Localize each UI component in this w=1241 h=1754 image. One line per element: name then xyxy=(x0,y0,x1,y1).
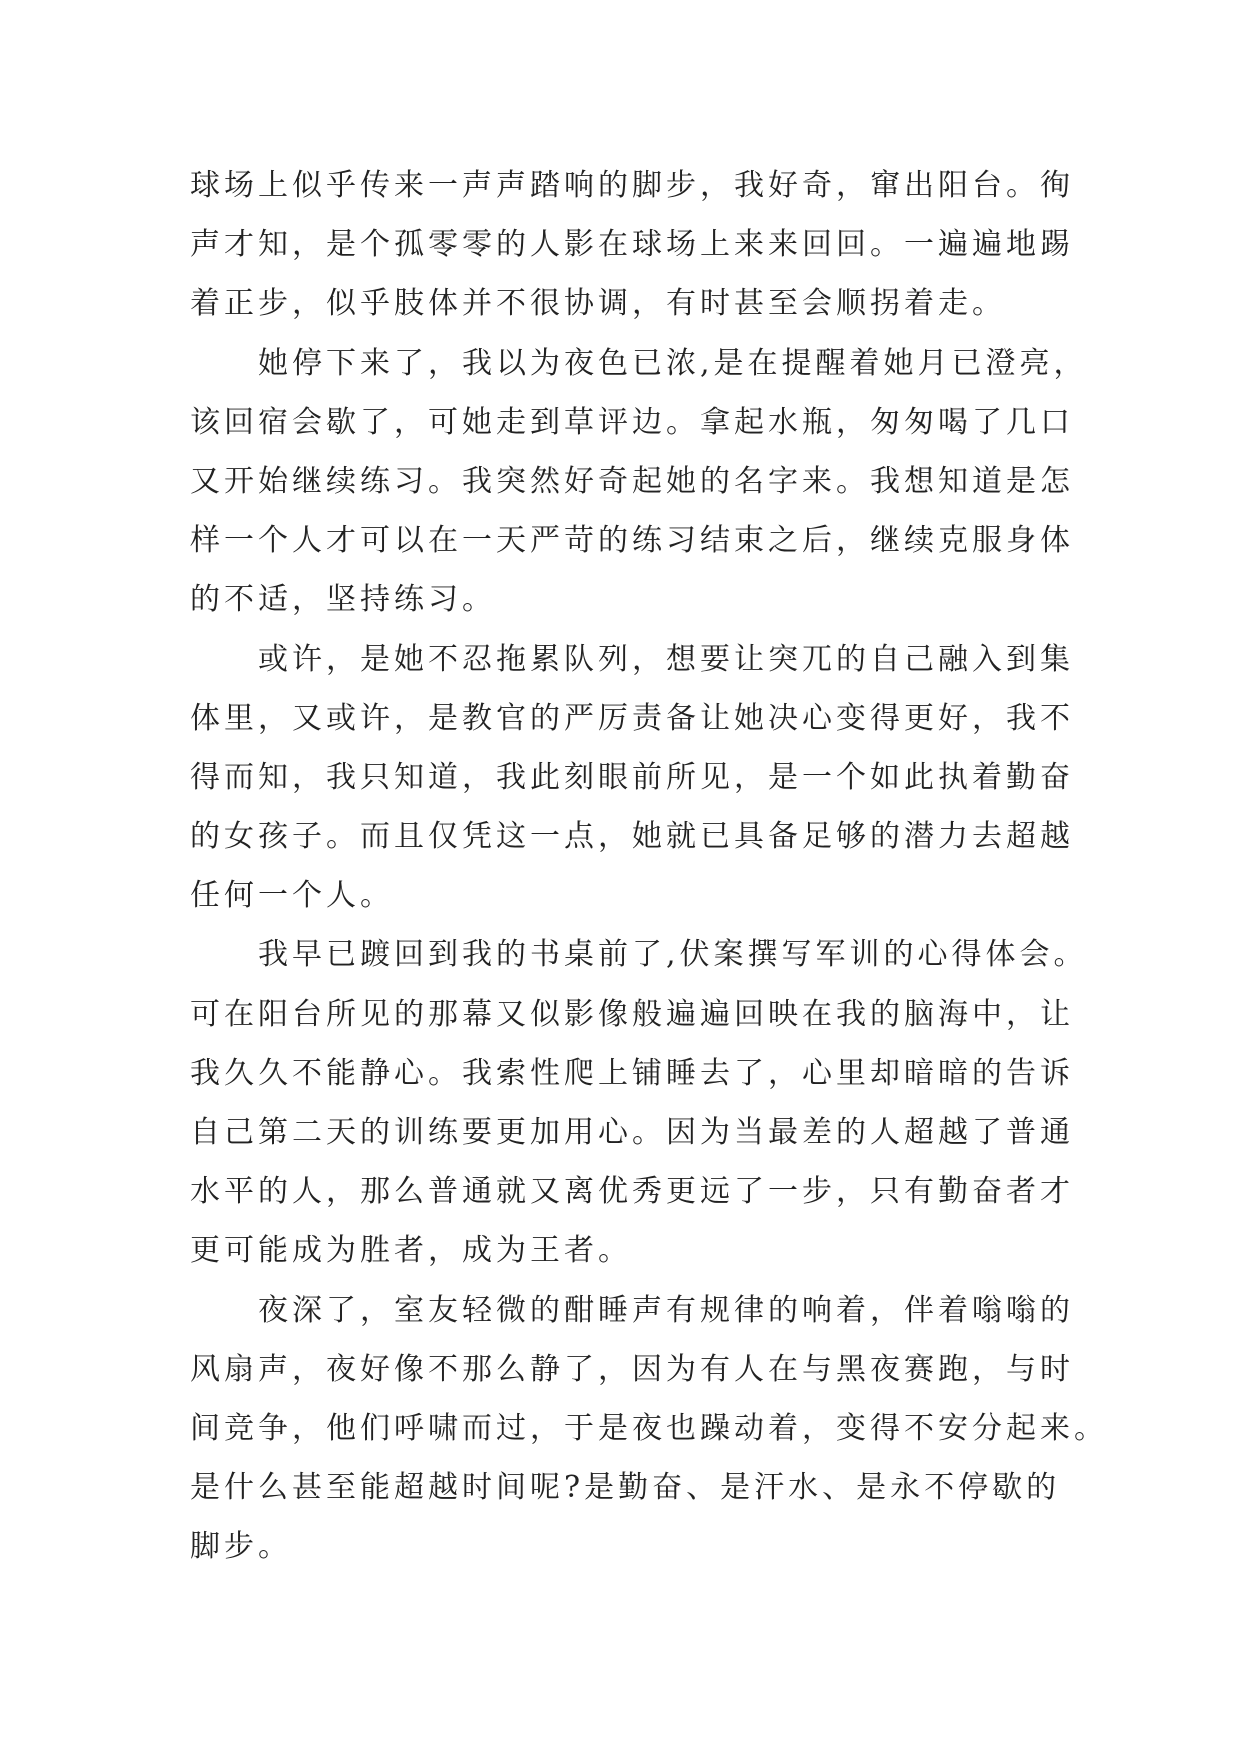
text-line: 更可能成为胜者，成为王者。 xyxy=(190,1233,632,1269)
paragraph-first-line: 夜深了，室友轻微的酣睡声有规律的响着，伴着嗡嗡的 xyxy=(258,1292,1074,1328)
text-line: 是什么甚至能超越时间呢?是勤奋、是汗水、是永不停歇的 xyxy=(190,1470,1061,1506)
paragraph-first-line: 或许，是她不忍拖累队列，想要让突兀的自己融入到集 xyxy=(258,641,1074,677)
text-line: 的不适，坚持练习。 xyxy=(190,582,496,618)
text-line: 脚步。 xyxy=(190,1529,292,1565)
text-line: 间竞争，他们呼啸而过，于是夜也躁动着，变得不安分起来。 xyxy=(190,1410,1108,1446)
text-line: 着正步，似乎肢体并不很协调，有时甚至会顺拐着走。 xyxy=(190,286,1006,322)
text-line: 可在阳台所见的那幕又似影像般遍遍回映在我的脑海中，让 xyxy=(190,996,1074,1032)
paragraph-first-line: 我早已踱回到我的书桌前了,伏案撰写军训的心得体会。 xyxy=(258,937,1088,973)
document-body xyxy=(190,156,1108,1577)
text-line: 球场上似乎传来一声声踏响的脚步，我好奇，窜出阳台。徇 xyxy=(190,168,1074,203)
text-line: 任何一个人。 xyxy=(190,878,394,914)
text-line: 自己第二天的训练要更加用心。因为当最差的人超越了普通 xyxy=(190,1115,1074,1150)
text-line: 得而知，我只知道，我此刻眼前所见，是一个如此执着勤奋 xyxy=(190,759,1074,795)
text-line: 水平的人，那么普通就又离优秀更远了一步，只有勤奋者才 xyxy=(190,1174,1074,1210)
text-line: 体里，又或许，是教官的严厉责备让她决心变得更好，我不 xyxy=(190,700,1074,736)
text-line: 又开始继续练习。我突然好奇起她的名字来。我想知道是怎 xyxy=(190,463,1074,499)
text-line: 的女孩子。而且仅凭这一点，她就已具备足够的潜力去超越 xyxy=(190,819,1074,855)
text-line: 风扇声，夜好像不那么静了，因为有人在与黑夜赛跑，与时 xyxy=(190,1351,1074,1387)
text-line: 该回宿会歇了，可她走到草评边。拿起水瓶，匆匆喝了几口 xyxy=(190,404,1074,440)
text-line: 声才知，是个孤零零的人影在球场上来来回回。一遍遍地踢 xyxy=(190,227,1074,263)
paragraph-first-line: 她停下来了，我以为夜色已浓,是在提醒着她月已澄亮， xyxy=(258,345,1088,381)
text-line: 样一个人才可以在一天严苛的练习结束之后，继续克服身体 xyxy=(190,523,1074,559)
text-line: 我久久不能静心。我索性爬上铺睡去了，心里却暗暗的告诉 xyxy=(190,1055,1074,1091)
